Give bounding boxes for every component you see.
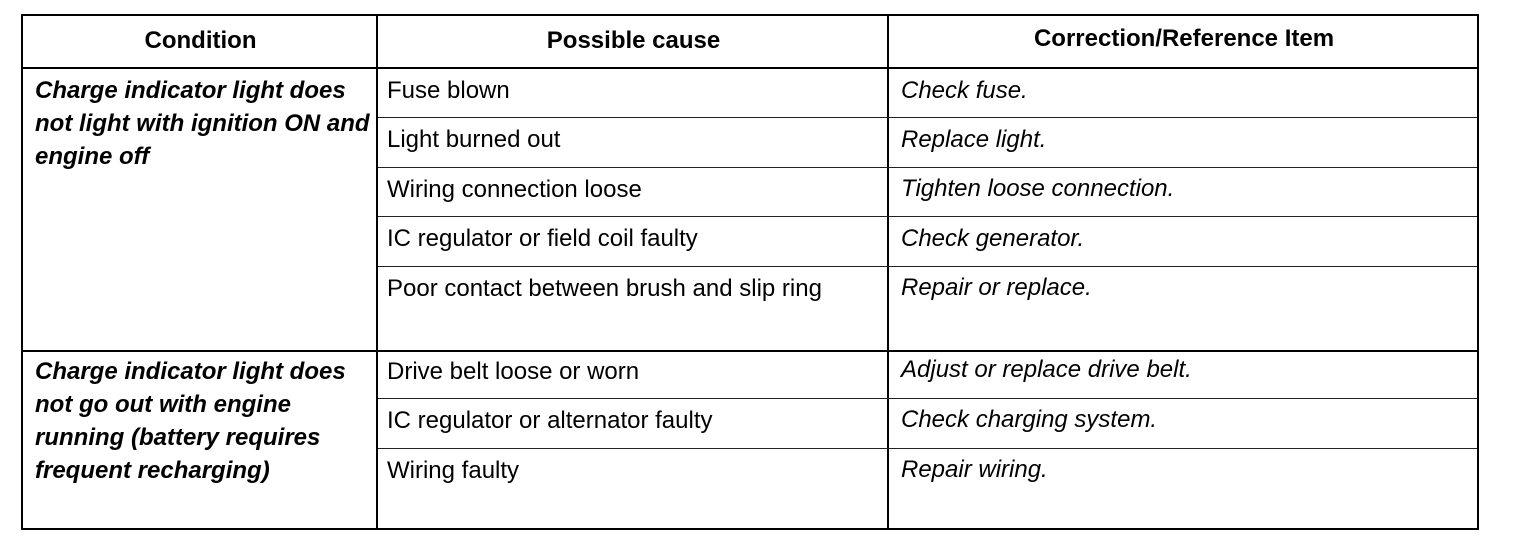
row-divider [378, 448, 1477, 449]
condition-cell: Charge indicator light does not light with ignition ON and engine off [35, 77, 370, 170]
correction-cell: Tighten loose connection. [901, 175, 1175, 202]
row-divider [378, 117, 1477, 118]
correction-cell: Replace light. [901, 126, 1047, 153]
correction-cell: Check charging system. [901, 406, 1158, 433]
header-condition: Condition [144, 27, 257, 54]
header-correction: Correction/Reference Item [1033, 25, 1335, 52]
correction-cell: Check generator. [901, 225, 1085, 252]
correction-cell: Repair or replace. [901, 274, 1092, 301]
troubleshooting-table [21, 14, 1479, 530]
header-possible-cause: Possible cause [546, 27, 721, 54]
cause-cell: Wiring connection loose [387, 176, 642, 203]
column-divider [376, 16, 378, 528]
cause-cell: Fuse blown [387, 77, 510, 104]
cause-cell: Wiring faulty [387, 457, 520, 484]
cause-cell: IC regulator or alternator faulty [387, 407, 713, 434]
cause-cell: IC regulator or field coil faulty [387, 225, 698, 252]
condition-cell: Charge indicator light does not go out with engine running (battery requires frequent recharging) [35, 358, 346, 484]
correction-cell: Check fuse. [901, 77, 1028, 104]
cause-cell: Drive belt loose or worn [387, 358, 640, 385]
header-divider [23, 67, 1477, 69]
cause-cell: Poor contact between brush and slip ring [387, 275, 822, 302]
group-divider [23, 350, 1477, 352]
cause-cell: Light burned out [387, 126, 561, 153]
correction-cell: Adjust or replace drive belt. [901, 356, 1192, 383]
correction-cell: Repair wiring. [901, 456, 1048, 483]
column-divider [887, 16, 889, 528]
row-divider [378, 266, 1477, 267]
row-divider [378, 216, 1477, 217]
row-divider [378, 398, 1477, 399]
row-divider [378, 167, 1477, 168]
